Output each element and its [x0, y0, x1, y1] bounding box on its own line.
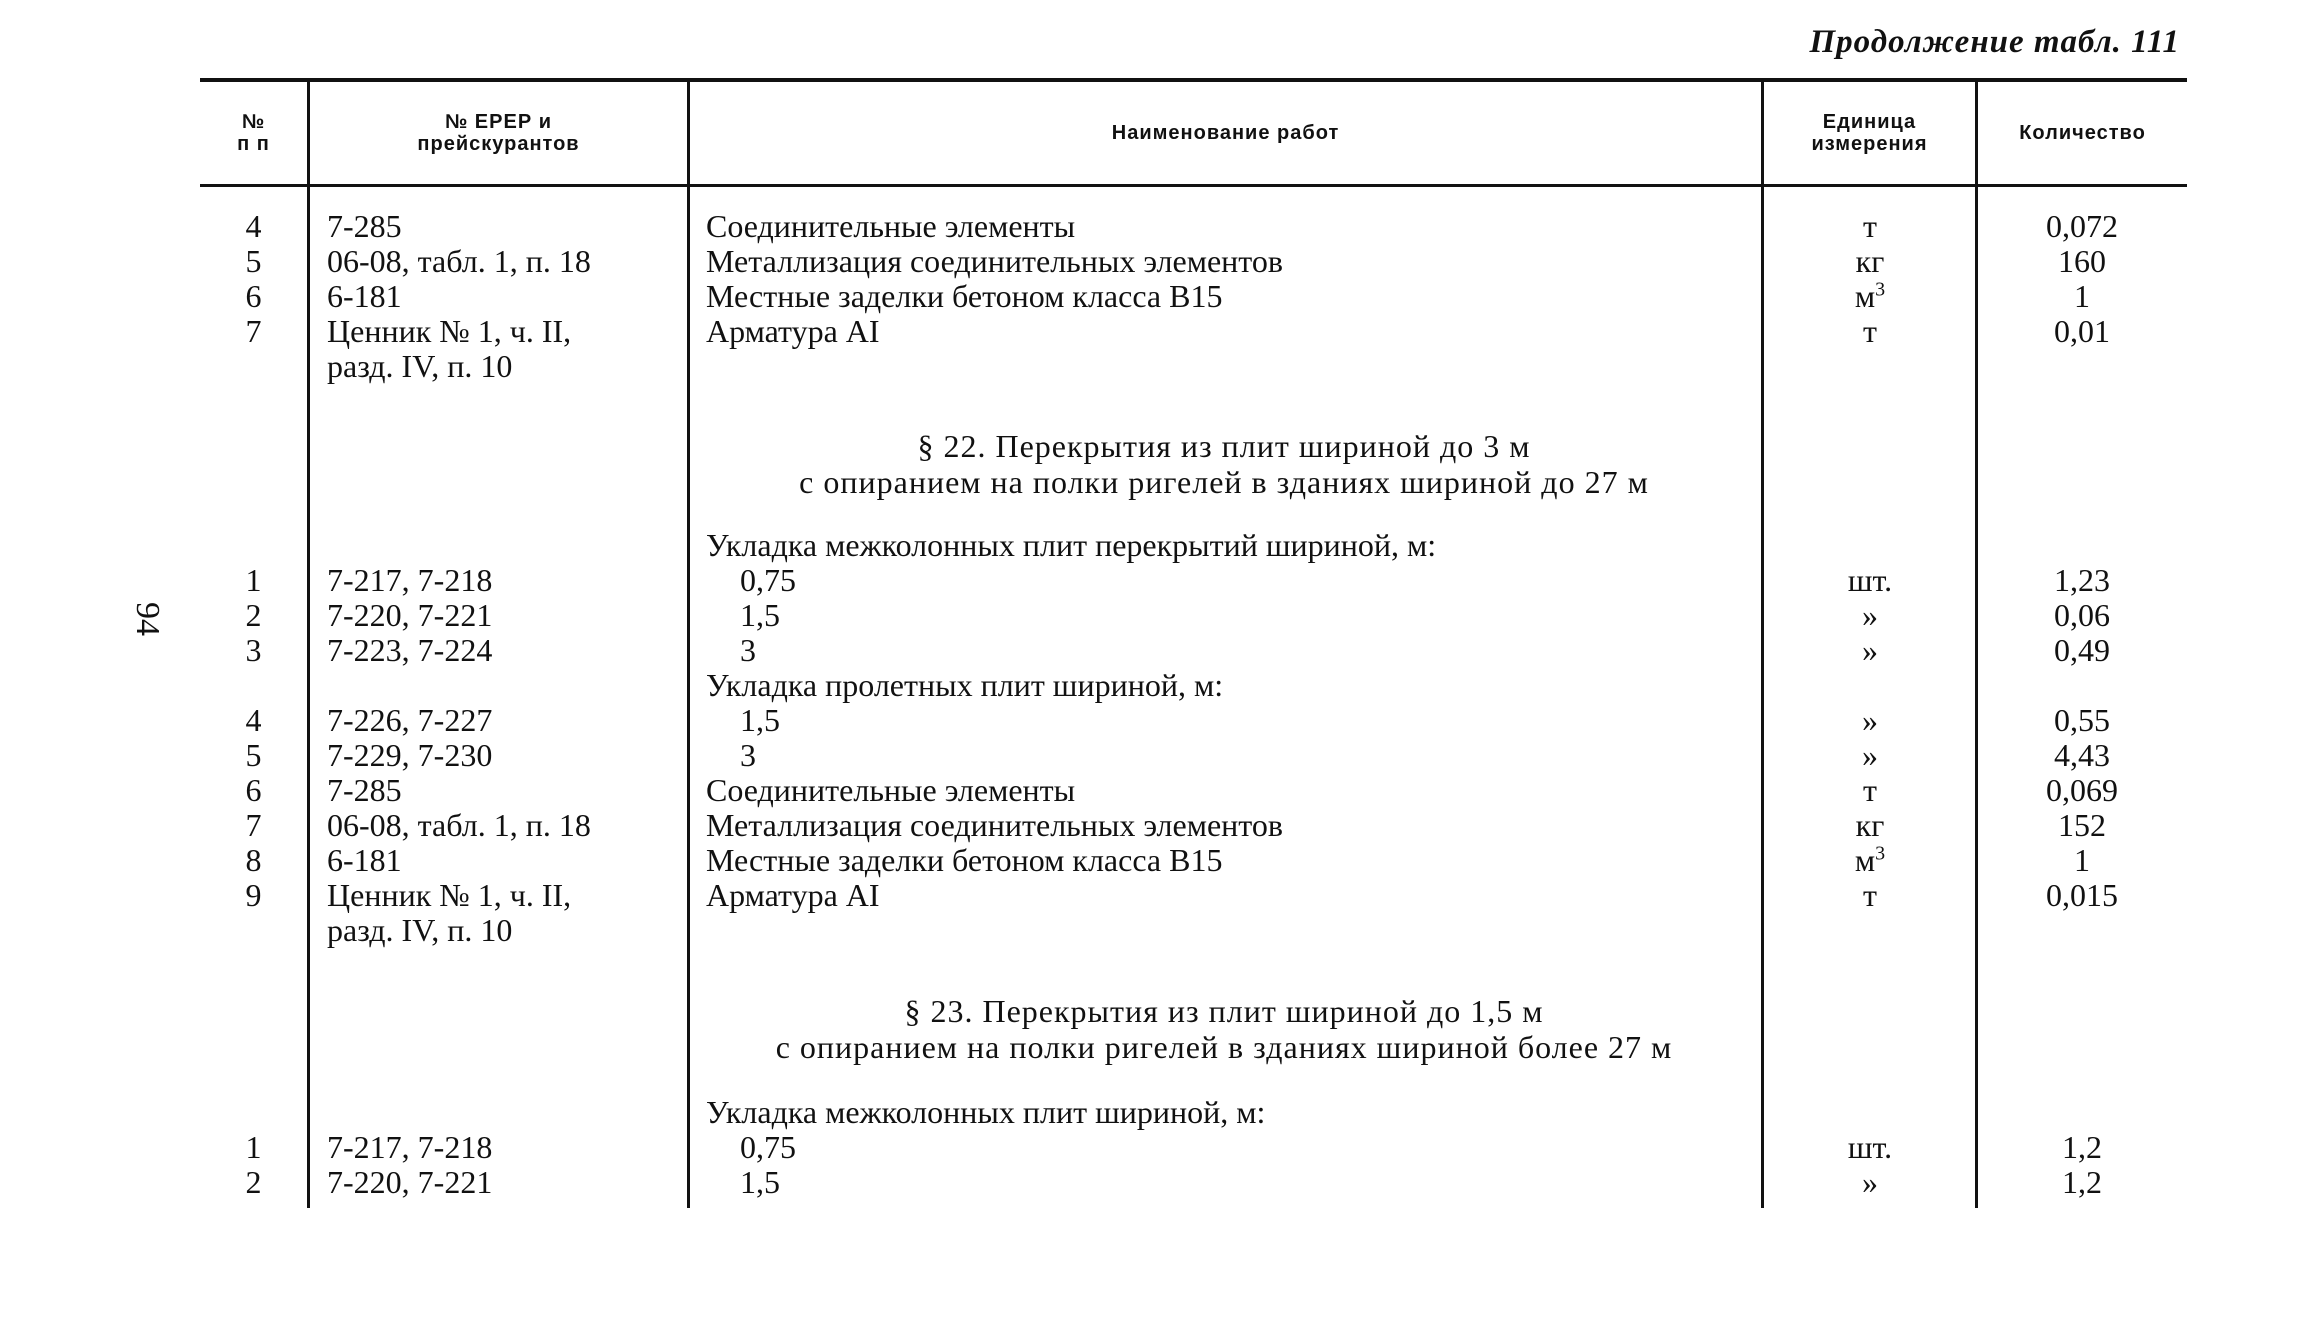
table-row: [200, 563, 2187, 598]
row-name: 1,5: [740, 597, 780, 633]
row-unit: кг: [1855, 807, 1885, 843]
row-unit: »: [1862, 632, 1878, 668]
row-num: 3: [245, 632, 262, 668]
table-row: [200, 773, 2187, 808]
table-row: [200, 314, 2187, 349]
row-qty: 1,2: [2062, 1164, 2102, 1200]
row-qty: 0,55: [2054, 702, 2110, 738]
row-qty: 0,01: [2054, 313, 2110, 349]
group-heading: [200, 668, 2187, 703]
row-unit: кг: [1855, 243, 1885, 279]
table-row-continuation: [200, 913, 2187, 948]
unit-text: м: [1854, 842, 1876, 878]
row-qty: 1: [2074, 278, 2090, 314]
header-qty: Количество: [2019, 122, 2146, 144]
row-unit: »: [1862, 702, 1878, 738]
row-num: 2: [245, 597, 262, 633]
row-qty: 0,072: [2046, 208, 2118, 244]
row-qty: 0,069: [2046, 772, 2118, 808]
section-23-title: § 23. Перекрытия из плит шириной до 1,5 м: [904, 993, 1544, 1029]
row-num: 8: [245, 842, 262, 878]
row-code: 06-08, табл. 1, п. 18: [327, 807, 591, 843]
row-qty: 1: [2074, 842, 2090, 878]
table-row: [200, 279, 2187, 314]
table-caption: Продолжение табл. 111: [1809, 24, 2180, 60]
row-num: 1: [245, 562, 262, 598]
table-row: [200, 878, 2187, 913]
row-code: 7-217, 7-218: [327, 1129, 493, 1165]
row-unit: т: [1863, 313, 1877, 349]
page-number: 94: [129, 602, 166, 636]
row-unit: шт.: [1847, 1129, 1893, 1165]
row-num: 5: [245, 737, 262, 773]
row-qty: 152: [2058, 807, 2106, 843]
row-num: 4: [245, 208, 262, 244]
row-num: 6: [245, 278, 262, 314]
header-name: Наименование работ: [1111, 122, 1340, 144]
row-name: 0,75: [740, 1129, 796, 1165]
row-qty: 1,23: [2054, 562, 2110, 598]
table-row: [200, 209, 2187, 244]
row-unit: »: [1862, 1164, 1878, 1200]
row-name: Металлизация соединительных элементов: [706, 243, 1283, 279]
row-code: 7-226, 7-227: [327, 702, 493, 738]
row-code: 7-285: [327, 772, 402, 808]
row-qty: 160: [2058, 243, 2106, 279]
table-row: [200, 808, 2187, 843]
row-num: 7: [245, 807, 262, 843]
unit-superscript: 3: [1875, 278, 1886, 301]
row-code: 7-220, 7-221: [327, 1164, 493, 1200]
row-code: 7-285: [327, 208, 402, 244]
row-num: 4: [245, 702, 262, 738]
row-name: 1,5: [740, 1164, 780, 1200]
table-row: [200, 843, 2187, 878]
row-unit: »: [1862, 597, 1878, 633]
row-code: разд. IV, п. 10: [327, 912, 513, 948]
row-name: Металлизация соединительных элементов: [706, 807, 1283, 843]
group-title: Укладка пролетных плит шириной, м:: [706, 667, 1224, 703]
row-code: разд. IV, п. 10: [327, 348, 513, 384]
row-name: Местные заделки бетоном класса В15: [706, 842, 1223, 878]
row-code: 7-223, 7-224: [327, 632, 493, 668]
row-name: 3: [740, 737, 756, 773]
group-title: Укладка межколонных плит шириной, м:: [706, 1094, 1266, 1130]
row-qty: 0,015: [2046, 877, 2118, 913]
row-num: 5: [245, 243, 262, 279]
row-qty: 4,43: [2054, 737, 2110, 773]
table-row-continuation: [200, 349, 2187, 384]
row-unit: т: [1863, 208, 1877, 244]
section-22-title: § 22. Перекрытия из плит шириной до 3 м: [917, 428, 1531, 464]
table-row: [200, 1130, 2187, 1165]
group-title: Укладка межколонных плит перекрытий шириной, м:: [706, 527, 1437, 563]
row-name: Местные заделки бетоном класса В15: [706, 278, 1223, 314]
table-row: [200, 633, 2187, 668]
row-unit: »: [1862, 737, 1878, 773]
header-code: № ЕРЕР и прейскурантов: [417, 111, 580, 155]
row-name: Арматура АI: [706, 877, 880, 913]
row-name: Арматура АI: [706, 313, 880, 349]
section-23-subtitle: с опиранием на полки ригелей в зданиях шириной более 27 м: [775, 1029, 1673, 1065]
table-row: [200, 598, 2187, 633]
unit-text: м: [1854, 278, 1876, 314]
header-unit: Единица измерения: [1811, 111, 1928, 155]
row-num: 7: [245, 313, 262, 349]
unit-superscript: 3: [1875, 842, 1886, 865]
works-table: [200, 78, 2187, 1208]
row-code: 6-181: [327, 278, 402, 314]
row-qty: 1,2: [2062, 1129, 2102, 1165]
group-heading: [200, 1095, 2187, 1130]
row-unit: т: [1863, 877, 1877, 913]
table-row: [200, 703, 2187, 738]
table-row: [200, 244, 2187, 279]
row-name: Соединительные элементы: [706, 208, 1076, 244]
header-bottom-rule: [200, 184, 2187, 187]
row-unit: т: [1863, 772, 1877, 808]
row-code: Ценник № 1, ч. II,: [327, 877, 572, 913]
row-unit: шт.: [1847, 562, 1893, 598]
row-name: Соединительные элементы: [706, 772, 1076, 808]
table-row: [200, 1165, 2187, 1200]
row-code: 7-229, 7-230: [327, 737, 493, 773]
row-qty: 0,49: [2054, 632, 2110, 668]
group-heading: [200, 528, 2187, 563]
row-name: 1,5: [740, 702, 780, 738]
row-code: 06-08, табл. 1, п. 18: [327, 243, 591, 279]
table-row: [200, 738, 2187, 773]
row-code: 6-181: [327, 842, 402, 878]
row-num: 1: [245, 1129, 262, 1165]
row-num: 9: [245, 877, 262, 913]
row-unit: [1763, 279, 1977, 314]
row-num: 2: [245, 1164, 262, 1200]
row-unit: [1763, 843, 1977, 878]
row-code: Ценник № 1, ч. II,: [327, 313, 572, 349]
row-name: 0,75: [740, 562, 796, 598]
header-num: № п п: [237, 111, 270, 155]
row-name: 3: [740, 632, 756, 668]
section-22-subtitle: с опиранием на полки ригелей в зданиях шириной до 27 м: [799, 464, 1649, 500]
row-qty: 0,06: [2054, 597, 2110, 633]
row-num: 6: [245, 772, 262, 808]
row-code: 7-220, 7-221: [327, 597, 493, 633]
row-code: 7-217, 7-218: [327, 562, 493, 598]
